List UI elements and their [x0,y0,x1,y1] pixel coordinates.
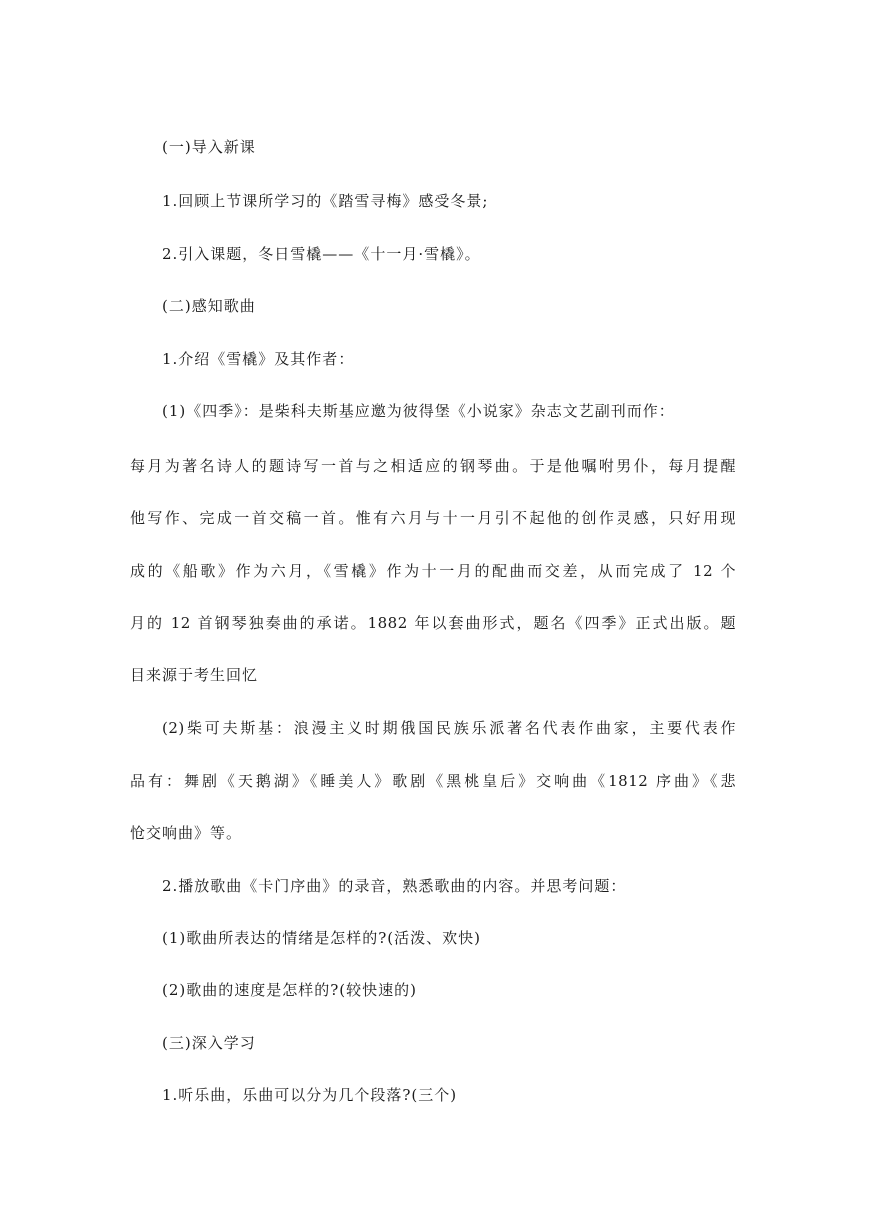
paragraph-tchaikovsky-line2: 品有：舞剧《天鹅湖》《睡美人》歌剧《黑桃皇后》交响曲《1812 序曲》《悲 [130,772,736,790]
question-tempo: (2)歌曲的速度是怎样的?(较快速的) [162,981,417,999]
question-mood: (1)歌曲所表达的情绪是怎样的?(活泼、欢快) [162,929,481,947]
paragraph-four-seasons-line5: 月的 12 首钢琴独奏曲的承诺。1882 年以套曲形式，题名《四季》正式出版。题 [130,614,736,632]
paragraph-topic: 2.引入课题，冬日雪橇——《十一月·雪橇》。 [162,245,481,263]
paragraph-four-seasons-line4: 成的《船歌》作为六月，《雪橇》作为十一月的配曲而交差，从而完成了 12 个 [130,562,736,580]
paragraph-review: 1.回顾上节课所学习的《踏雪寻梅》感受冬景; [162,192,489,210]
paragraph-four-seasons: (1)《四季》：是柴科夫斯基应邀为彼得堡《小说家》杂志文艺副刊而作： [162,402,675,420]
section-heading-intro: (一)导入新课 [162,138,256,156]
paragraph-four-seasons-line6: 目来源于考生回忆 [130,666,259,684]
paragraph-listen-sections: 1.听乐曲，乐曲可以分为几个段落?(三个) [162,1086,458,1104]
paragraph-tchaikovsky: (2)柴可夫斯基：浪漫主义时期俄国民族乐派著名代表作曲家，主要代表作 [162,719,736,737]
section-heading-perceive: (二)感知歌曲 [162,297,256,315]
section-heading-deep-learning: (三)深入学习 [162,1034,256,1052]
paragraph-tchaikovsky-line3: 怆交响曲》等。 [130,824,243,842]
paragraph-play-recording: 2.播放歌曲《卡门序曲》的录音，熟悉歌曲的内容。并思考问题： [162,877,627,895]
paragraph-introduce: 1.介绍《雪橇》及其作者： [162,350,355,368]
paragraph-four-seasons-line3: 他写作、完成一首交稿一首。惟有六月与十一月引不起他的创作灵感，只好用现 [130,509,736,527]
paragraph-four-seasons-line2: 每月为著名诗人的题诗写一首与之相适应的钢琴曲。于是他嘱咐男仆，每月提醒 [130,457,736,475]
